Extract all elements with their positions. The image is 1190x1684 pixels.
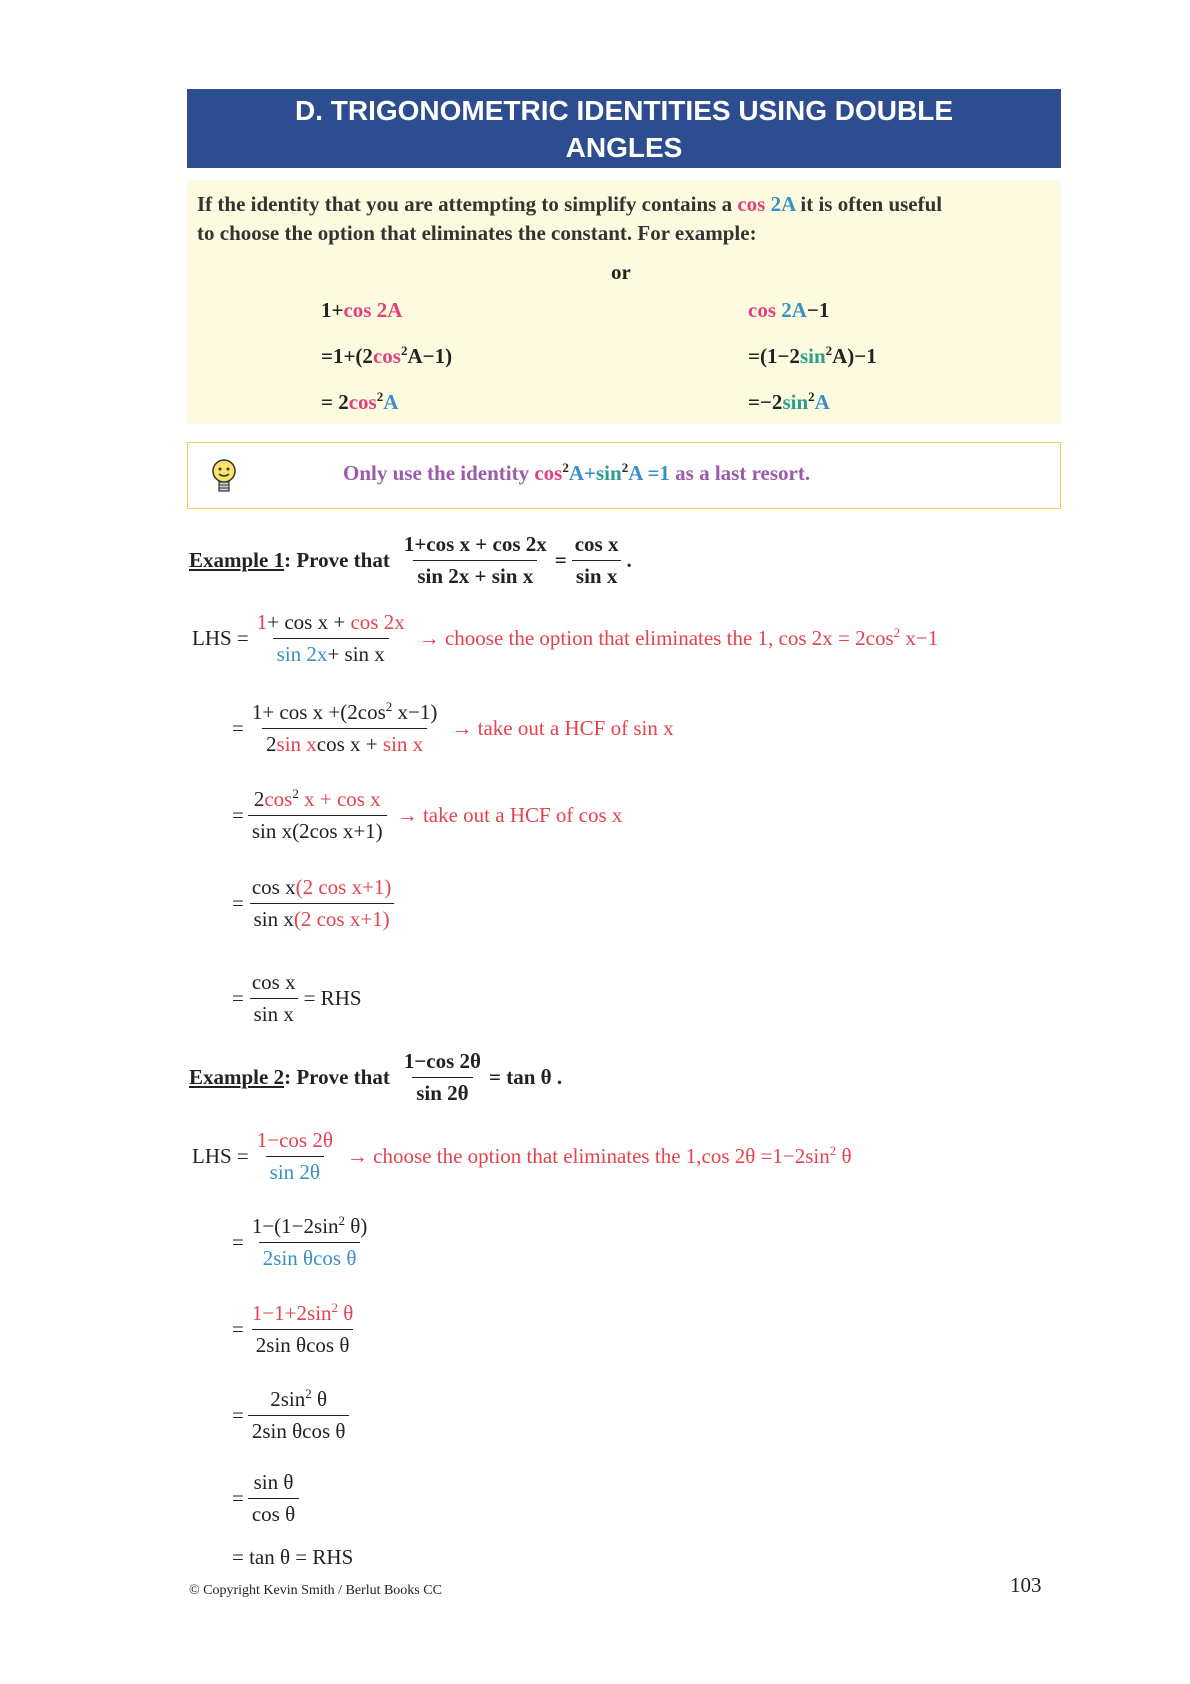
example1-question: Example 1 : Prove that $\frac{\text{1+cos x + cos 2x}}{\text{sin 2x + sin x}}$ = $\frac{\text{cos x}}{\text{sin x}}$ . [189,532,632,588]
section-header [187,89,1061,168]
example1-step4: = $\frac{\text{cos x(2 cos x+1)}}{\text{sin x(2 cos x+1)}}$ [232,875,399,932]
example-right-column: cos 2A−1 $=(1-2\sin^2A)-1$ $=-2\sin^2A$ [748,298,877,414]
example2-step6: = tan θ = RHS [232,1545,354,1569]
copyright-text: © Copyright Kevin Smith / Berlut Books CC [189,1583,442,1598]
example1-step5: = $\frac{\text{cos x}}{\text{sin x}}$ = RHS [232,970,362,1026]
example1-step2: = $\frac{1+ \cos x +(2\cos^2 x-1)}{\text{2sin xcos x + sin x}}$ → take out a HCF of sin x [232,699,674,756]
section-title-line1: D. TRIGONOMETRIC IDENTITIES USING DOUBLE [294,95,953,126]
section-title-line2: ANGLES [565,132,683,163]
example1-step3: = $\frac{2\cos^2 x + \cos x}{\text{sin x(2cos x+1)}}$ → take out a HCF of cos x [232,786,623,843]
example2-step5: = $\frac{\text{sin θ}}{\text{cos θ}}$ [232,1470,303,1527]
example1-step1: LHS = $\frac{\text{1+ cos x + cos 2x}}{\text{sin 2x+ sin x}}$ → choose the option that eliminates the 1, $\cos 2x = 2\cos^2$ x−1 [192,610,939,666]
example-left-column: 1+cos 2A $=1+(2\cos^2A-1)$ = $2\cos^2A$ [321,298,453,414]
tip-text: Only use the identity $\cos^2A+\sin^2A =1$ as a last resort. [343,460,811,485]
or-label: or [611,260,631,284]
example2-step4: = $\frac{2\sin^2 \theta}{\text{2sin θcos θ}}$ [232,1387,353,1444]
example2-question: Example 2 : Prove that $\frac{1-\cos 2\theta}{\sin 2\theta}$ = tan θ . [189,1049,563,1105]
example2-step2: = $\frac{1-(1-2\sin^2 \theta)}{\text{2sin θcos θ}}$ [232,1213,368,1270]
page-number: 103 [1010,1573,1042,1597]
tip-box [187,442,1061,509]
explanation-text: If the identity that you are attempting to simplify contains a cos 2A it is often useful to choose the option that eliminates the constant. For example: [197,192,943,245]
lightbulb-icon [208,457,240,497]
example2-step1: LHS = $\frac{1-\cos 2\theta}{\sin 2\theta}$ → choose the option that eliminates the 1,cos $2\theta =1-2\sin^2$ θ [192,1128,852,1184]
explanation-box [187,180,1061,424]
example2-step3: = $\frac{1-1+2\sin^2 \theta}{\text{2sin θcos θ}}$ [232,1300,354,1357]
